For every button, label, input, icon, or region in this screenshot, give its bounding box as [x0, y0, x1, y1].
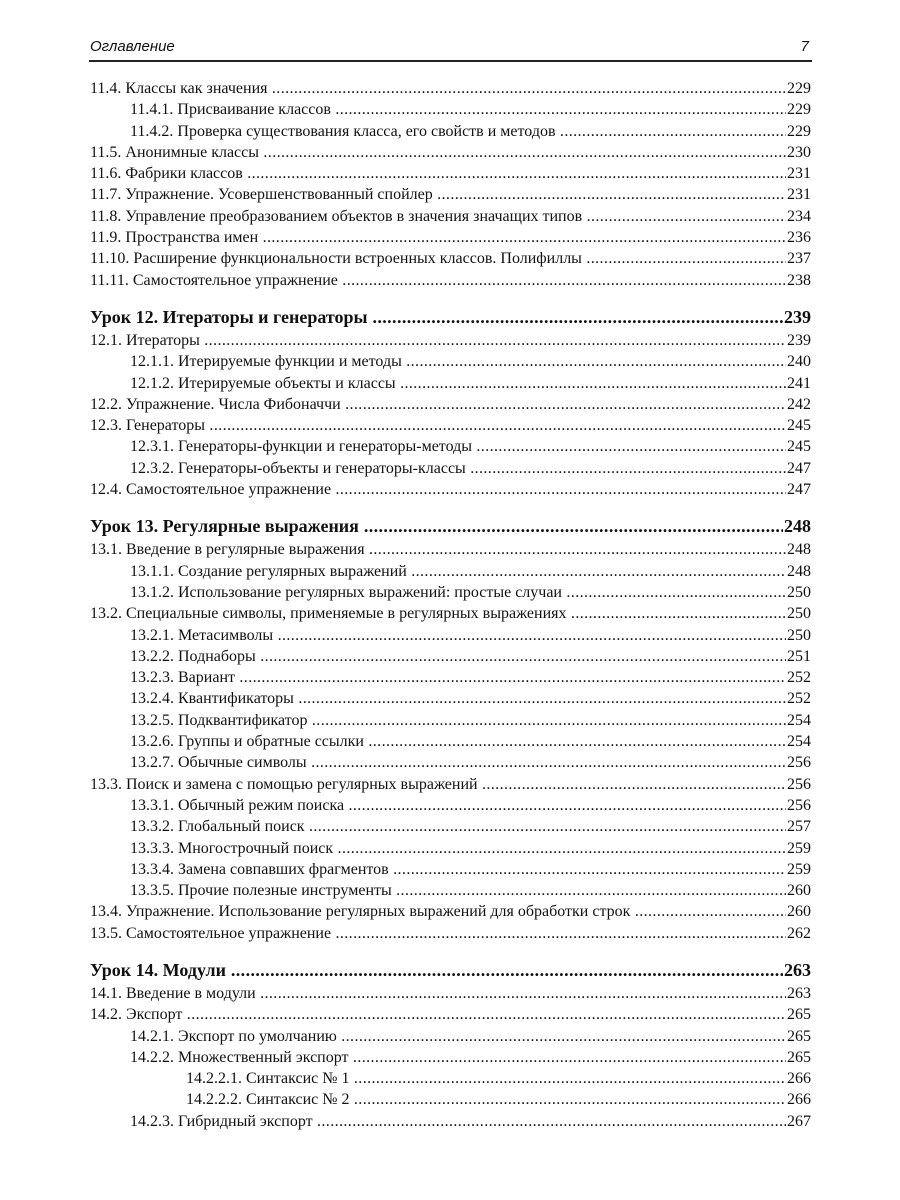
toc-entry-title: 13.2.1. Метасимволы .....	[130, 625, 811, 646]
toc-entry-page: 245	[786, 415, 811, 436]
toc-entry	[90, 351, 811, 372]
toc-entry-page: 265	[786, 1047, 811, 1068]
toc-entry-title: 12.1.2. Итерируемые объекты и классы .....	[130, 373, 811, 394]
section-gap	[90, 500, 811, 514]
toc-entry	[90, 774, 811, 795]
toc-entry-page: 237	[786, 248, 811, 269]
toc-entry-page: 256	[786, 774, 811, 795]
toc-entry	[90, 436, 811, 457]
toc-entry-page: 247	[786, 458, 811, 479]
toc-entry-page: 266	[786, 1089, 811, 1110]
toc-entry-page: 265	[786, 1004, 811, 1025]
toc-entry	[90, 710, 811, 731]
toc-entry-page: 254	[786, 710, 811, 731]
toc-entry-title: 13.2.7. Обычные символы .....	[130, 752, 811, 773]
toc-section	[90, 514, 811, 944]
toc-entry	[90, 688, 811, 709]
toc-entry-page: 267	[786, 1111, 811, 1132]
toc-entry-page: 256	[786, 752, 811, 773]
toc-entry-title: 11.4.1. Присваивание классов .....	[130, 99, 811, 120]
toc-entry-page: 263	[786, 983, 811, 1004]
toc-entry-title: 14.2.2. Множественный экспорт .....	[130, 1047, 811, 1068]
toc-entry	[90, 983, 811, 1004]
toc-entry-title: 12.1. Итераторы .....	[90, 330, 811, 351]
toc-entry-title: 12.2. Упражнение. Числа Фибоначчи .....	[90, 394, 811, 415]
toc-entry	[90, 646, 811, 667]
toc-entry-page: 257	[786, 816, 811, 837]
toc-entry	[90, 561, 811, 582]
toc-entry	[90, 121, 811, 142]
toc-entry	[90, 270, 811, 291]
toc-entry-page: 256	[786, 795, 811, 816]
toc-entry-page: 240	[786, 351, 811, 372]
toc-entry-title: 13.4. Упражнение. Использование регулярных выражений для обработки строк .....	[90, 901, 811, 922]
toc-entry	[90, 415, 811, 436]
toc-entry-page: 247	[786, 479, 811, 500]
toc-entry	[90, 206, 811, 227]
toc-entry-page: 259	[786, 838, 811, 859]
toc-section	[90, 305, 811, 500]
toc-entry-page: 229	[786, 121, 811, 142]
toc-entry	[90, 795, 811, 816]
toc-entry-title: 11.4.2. Проверка существования класса, его свойств и методов .....	[130, 121, 811, 142]
toc-section	[90, 78, 811, 291]
toc-entry	[90, 78, 811, 99]
toc-entry	[90, 330, 811, 351]
toc-entry	[90, 816, 811, 837]
toc-entry-title: 14.2.3. Гибридный экспорт .....	[130, 1111, 811, 1132]
toc-entry-page: 248	[783, 514, 811, 539]
toc-entry	[90, 1047, 811, 1068]
toc-entry-page: 229	[786, 78, 811, 99]
toc-entry-page: 260	[786, 880, 811, 901]
toc-entry-page: 252	[786, 688, 811, 709]
toc-entry-title: 12.3.1. Генераторы-функции и генераторы-методы .....	[130, 436, 811, 457]
toc-entry-title: 12.4. Самостоятельное упражнение .....	[90, 479, 811, 500]
toc-entry-page: 229	[786, 99, 811, 120]
toc-entry-title: Урок 13. Регулярные выражения .....	[90, 514, 811, 539]
toc-entry	[90, 142, 811, 163]
toc-entry-title: 13.1.2. Использование регулярных выражений: простые случаи .....	[130, 582, 811, 603]
toc-entry	[90, 901, 811, 922]
toc-entry-title: 11.5. Анонимные классы .....	[90, 142, 811, 163]
toc-entry-title: 13.3.4. Замена совпавших фрагментов .....	[130, 859, 811, 880]
toc-entry-title: 13.1. Введение в регулярные выражения .....	[90, 539, 811, 560]
toc-entry	[90, 731, 811, 752]
toc-entry-title: Урок 12. Итераторы и генераторы .....	[90, 305, 811, 330]
toc-entry-title: 13.2.5. Подквантификатор .....	[130, 710, 811, 731]
toc-entry	[90, 227, 811, 248]
toc-entry-title: 11.11. Самостоятельное упражнение .....	[90, 270, 811, 291]
toc-entry	[90, 163, 811, 184]
toc-entry	[90, 1089, 811, 1110]
toc-entry-page: 265	[786, 1026, 811, 1047]
toc-entry-title: 11.10. Расширение функциональности встроенных классов. Полифиллы .....	[90, 248, 811, 269]
toc-entry	[90, 859, 811, 880]
toc-entry-page: 250	[786, 625, 811, 646]
toc-entry-page: 266	[786, 1068, 811, 1089]
toc-entry-page: 250	[786, 603, 811, 624]
toc-entry-title: 11.8. Управление преобразованием объектов в значения значащих типов .....	[90, 206, 811, 227]
toc-entry-title: 13.3. Поиск и замена с помощью регулярных выражений .....	[90, 774, 811, 795]
toc-entry-title: 12.3. Генераторы .....	[90, 415, 811, 436]
toc-entry-page: 251	[786, 646, 811, 667]
toc-entry-page: 241	[786, 373, 811, 394]
toc-entry-page: 236	[786, 227, 811, 248]
toc-entry-title: 14.2.1. Экспорт по умолчанию .....	[130, 1026, 811, 1047]
section-gap	[90, 944, 811, 958]
toc-entry-title: 13.3.3. Многострочный поиск .....	[130, 838, 811, 859]
toc-entry-title: Урок 14. Модули .....	[90, 958, 811, 983]
toc-entry-title: 13.3.2. Глобальный поиск .....	[130, 816, 811, 837]
toc-entry-page: 250	[786, 582, 811, 603]
table-of-contents	[90, 78, 811, 1132]
toc-entry-title: 11.7. Упражнение. Усовершенствованный спойлер .....	[90, 184, 811, 205]
toc-chapter-entry	[90, 958, 811, 983]
toc-entry-title: 11.9. Пространства имен .....	[90, 227, 811, 248]
toc-entry	[90, 923, 811, 944]
toc-entry-title: 13.2.4. Квантификаторы .....	[130, 688, 811, 709]
toc-entry-title: 14.2. Экспорт .....	[90, 1004, 811, 1025]
toc-entry-title: 14.2.2.1. Синтаксис № 1 .....	[186, 1068, 811, 1089]
toc-entry-page: 231	[786, 163, 811, 184]
toc-entry	[90, 248, 811, 269]
toc-entry-title: 13.2.2. Поднаборы .....	[130, 646, 811, 667]
toc-entry-title: 11.4. Классы как значения .....	[90, 78, 811, 99]
toc-entry	[90, 458, 811, 479]
toc-entry-page: 252	[786, 667, 811, 688]
toc-entry-page: 242	[786, 394, 811, 415]
toc-entry-page: 238	[786, 270, 811, 291]
toc-entry-title: 12.1.1. Итерируемые функции и методы .....	[130, 351, 811, 372]
toc-entry	[90, 394, 811, 415]
toc-entry	[90, 625, 811, 646]
toc-entry	[90, 1004, 811, 1025]
toc-entry-page: 248	[786, 539, 811, 560]
toc-entry-title: 13.2.6. Группы и обратные ссылки .....	[130, 731, 811, 752]
toc-entry-title: 11.6. Фабрики классов .....	[90, 163, 811, 184]
toc-chapter-entry	[90, 305, 811, 330]
toc-entry-page: 254	[786, 731, 811, 752]
toc-entry-title: 12.3.2. Генераторы-объекты и генераторы-классы .....	[130, 458, 811, 479]
toc-entry	[90, 184, 811, 205]
toc-entry-title: 13.5. Самостоятельное упражнение .....	[90, 923, 811, 944]
toc-entry-title: 13.3.5. Прочие полезные инструменты .....	[130, 880, 811, 901]
toc-chapter-entry	[90, 514, 811, 539]
toc-entry-page: 245	[786, 436, 811, 457]
toc-entry-page: 260	[786, 901, 811, 922]
toc-entry	[90, 582, 811, 603]
toc-entry	[90, 479, 811, 500]
toc-entry-page: 239	[783, 305, 811, 330]
toc-entry-page: 234	[786, 206, 811, 227]
toc-entry	[90, 838, 811, 859]
toc-entry-title: 13.1.1. Создание регулярных выражений .....	[130, 561, 811, 582]
toc-entry	[90, 1068, 811, 1089]
toc-entry-title: 13.2. Специальные символы, применяемые в регулярных выражениях .....	[90, 603, 811, 624]
header-title: Оглавление	[90, 38, 175, 55]
toc-entry	[90, 539, 811, 560]
header-rule	[89, 60, 812, 62]
toc-entry-page: 259	[786, 859, 811, 880]
toc-section	[90, 958, 811, 1132]
running-header	[90, 36, 811, 60]
section-gap	[90, 291, 811, 305]
toc-entry	[90, 667, 811, 688]
toc-entry-title: 14.1. Введение в модули .....	[90, 983, 811, 1004]
toc-entry-title: 13.3.1. Обычный режим поиска .....	[130, 795, 811, 816]
toc-entry-page: 231	[786, 184, 811, 205]
toc-entry-page: 239	[786, 330, 811, 351]
toc-entry	[90, 1111, 811, 1132]
toc-entry	[90, 1026, 811, 1047]
header-page-number: 7	[800, 38, 809, 55]
toc-entry-title: 14.2.2.2. Синтаксис № 2 .....	[186, 1089, 811, 1110]
toc-entry	[90, 603, 811, 624]
toc-entry-page: 262	[786, 923, 811, 944]
toc-entry-page: 230	[786, 142, 811, 163]
toc-entry	[90, 99, 811, 120]
toc-entry-page: 263	[783, 958, 811, 983]
toc-entry	[90, 373, 811, 394]
toc-entry	[90, 752, 811, 773]
toc-entry-title: 13.2.3. Вариант .....	[130, 667, 811, 688]
toc-entry-page: 248	[786, 561, 811, 582]
toc-entry	[90, 880, 811, 901]
